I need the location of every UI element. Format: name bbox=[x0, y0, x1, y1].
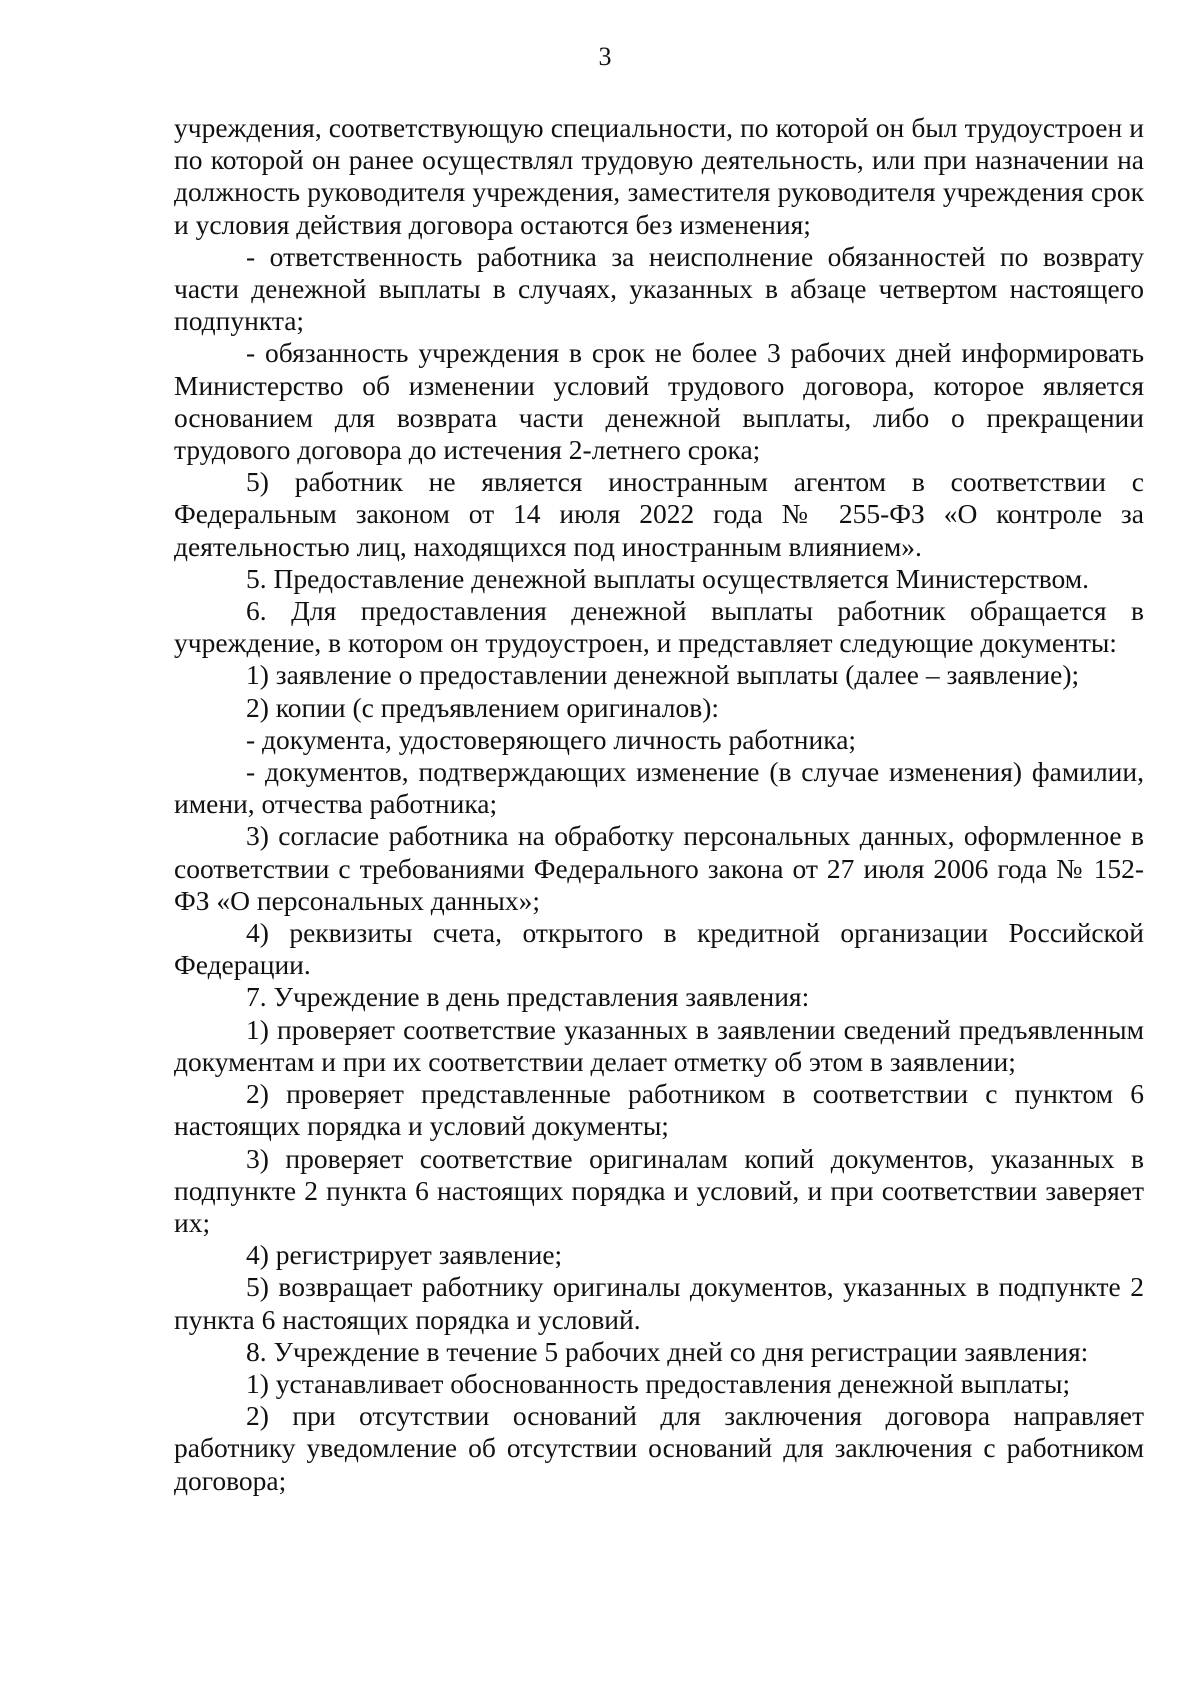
paragraph: 3) согласие работника на обработку персональных данных, оформленное в соответствии с требованиями Федерального закона от 27 июля 2006 года № 152-ФЗ «О персональных данных»; bbox=[174, 820, 1144, 916]
paragraph: - ответственность работника за неисполнение обязанностей по возврату части денежной выплаты в случаях, указанных в абзаце четвертом настоящего подпункта; bbox=[174, 240, 1144, 337]
paragraph: 5. Предоставление денежной выплаты осуществляется Министерством. bbox=[246, 562, 1090, 594]
document-body bbox=[174, 112, 1144, 1497]
paragraph: учреждения, соответствующую специальности, по которой он был трудоустроен и по которой он ранее осуществлял трудовую деятельность, или при назначении на должность руководителя учреждения, заместителя руководителя учреждения срок и условия действия договора остаются без изменения; bbox=[174, 112, 1144, 240]
paragraph: 3) проверяет соответствие оригиналам копий документов, указанных в подпункте 2 пункта 6 настоящих порядка и условий, и при соответствии заверяет их; bbox=[174, 1142, 1144, 1238]
paragraph: 5) работник не является иностранным агентом в соответствии с Федеральным законом от 14 июля 2022 года № 255-ФЗ «О контроле за деятельностью лиц, находящихся под иностранным влиянием». bbox=[174, 466, 1144, 562]
paragraph: 1) устанавливает обоснованность предоставления денежной выплаты; bbox=[246, 1367, 1071, 1399]
paragraph: 2) при отсутствии оснований для заключения договора направляет работнику уведомление об отсутствии оснований для заключения с работником договора; bbox=[174, 1400, 1144, 1496]
paragraph: 7. Учреждение в день представления заявления: bbox=[246, 981, 810, 1013]
paragraph: - документа, удостоверяющего личность работника; bbox=[246, 723, 857, 755]
paragraph: 4) реквизиты счета, открытого в кредитной организации Российской Федерации. bbox=[174, 917, 1144, 981]
paragraph: 4) регистрирует заявление; bbox=[246, 1239, 563, 1271]
paragraph: 5) возвращает работнику оригиналы документов, указанных в подпункте 2 пункта 6 настоящих порядка и условий. bbox=[174, 1271, 1144, 1335]
paragraph: 2) копии (с предъявлением оригиналов): bbox=[246, 691, 720, 723]
paragraph: 1) проверяет соответствие указанных в заявлении сведений предъявленным документам и при их соответствии делает отметку об этом в заявлении; bbox=[174, 1013, 1144, 1077]
page-number: 3 bbox=[598, 42, 612, 71]
paragraph: - обязанность учреждения в срок не более 3 рабочих дней информировать Министерство об изменении условий трудового договора, которое является основанием для возврата части денежной выплаты, либо о прекращении трудового договора до истечения 2-летнего срока; bbox=[174, 337, 1144, 466]
paragraph: 8. Учреждение в течение 5 рабочих дней со дня регистрации заявления: bbox=[246, 1335, 1089, 1367]
paragraph: 2) проверяет представленные работником в соответствии с пунктом 6 настоящих порядка и условий документы; bbox=[174, 1078, 1144, 1142]
paragraph: - документов, подтверждающих изменение (в случае изменения) фамилии, имени, отчества работника; bbox=[174, 756, 1144, 820]
paragraph: 6. Для предоставления денежной выплаты работник обращается в учреждение, в котором он трудоустроен, и представляет следующие документы: bbox=[174, 595, 1144, 659]
paragraph: 1) заявление о предоставлении денежной выплаты (далее – заявление); bbox=[246, 659, 1080, 691]
